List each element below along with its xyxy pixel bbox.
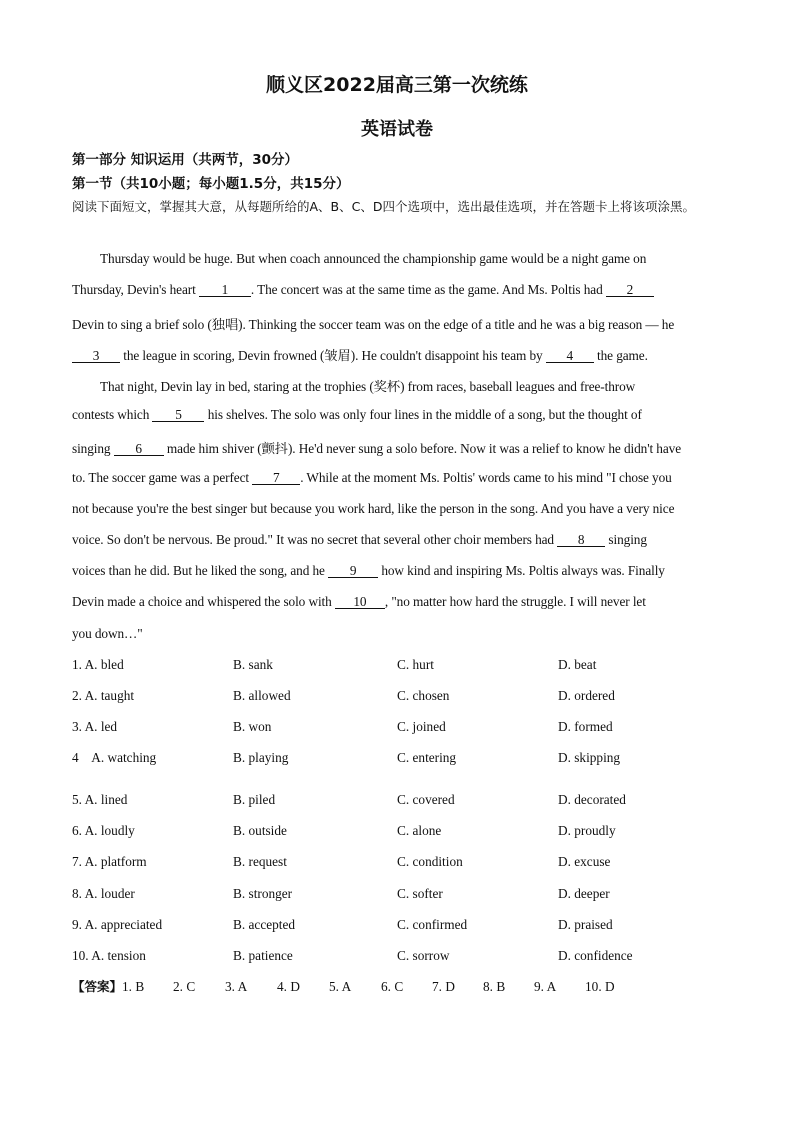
passage-line: to. The soccer game was a perfect 7 . While at the moment Ms. Poltis' words came to his mind "I chose you — [72, 470, 672, 485]
passage-line: contests which 5 his shelves. The solo was only four lines in the middle of a song, but the thought of — [72, 407, 642, 422]
option-c: C. covered — [397, 792, 455, 807]
option-a: 2. A. taught — [72, 688, 135, 703]
passage-line: you down…" — [72, 626, 143, 641]
option-b: B. accepted — [233, 917, 296, 932]
option-d: D. praised — [558, 917, 613, 932]
option-a: 6. A. loudly — [72, 823, 135, 838]
passage-line: Thursday, Devin's heart 1 . The concert was at the same time as the game. And Ms. Poltis had 2 — [72, 282, 722, 298]
option-c: C. entering — [397, 750, 457, 765]
passage-line: 3 the league in scoring, Devin frowned (皱眉). He couldn't disappoint his team by 4 the game. — [72, 345, 722, 364]
answer-item: 3. A — [225, 979, 248, 994]
passage-line: Devin to sing a brief solo (独唱). Thinking the soccer team was on the edge of a title and he was a big reason — he — [72, 317, 675, 332]
option-c: C. condition — [397, 854, 463, 869]
passage-line: voices than he did. But he liked the song, and he 9 how kind and inspiring Ms. Poltis always was. Finally — [72, 563, 665, 578]
option-b: B. allowed — [233, 688, 291, 703]
option-d: D. skipping — [558, 750, 621, 765]
exam-subtitle: 英语试卷 — [361, 119, 433, 140]
option-c: C. softer — [397, 886, 443, 901]
blank-10: 10 — [335, 595, 385, 609]
passage-line: voice. So don't be nervous. Be proud." It was no secret that several other choir members had 8 singing — [72, 532, 647, 547]
answer-item: 8. B — [483, 979, 506, 994]
option-a: 4 A. watching — [72, 750, 157, 765]
passage-line: singing 6 made him shiver (颤抖). He'd never sung a solo before. Now it was a relief to know he didn't have — [72, 441, 682, 456]
option-a: 7. A. platform — [72, 854, 147, 869]
option-d: D. decorated — [558, 792, 626, 807]
option-a: 10. A. tension — [72, 948, 146, 963]
part-heading: 第一部分 知识运用（共两节，30分） — [72, 152, 298, 168]
blank-5: 5 — [152, 408, 204, 422]
blank-6: 6 — [114, 442, 164, 456]
passage-line: Devin made a choice and whispered the solo with 10 , "no matter how hard the struggle. I will never let — [72, 594, 646, 609]
option-a: 3. A. led — [72, 719, 118, 734]
option-c: C. chosen — [397, 688, 450, 703]
option-a: 8. A. louder — [72, 886, 135, 901]
option-b: B. playing — [233, 750, 289, 765]
option-b: B. piled — [233, 792, 276, 807]
blank-8: 8 — [557, 533, 605, 547]
passage-line: That night, Devin lay in bed, staring at the trophies (奖杯) from races, baseball leagues and free-throw — [100, 379, 636, 394]
option-c: C. confirmed — [397, 917, 468, 932]
blank-7: 7 — [252, 471, 300, 485]
option-c: C. sorrow — [397, 948, 450, 963]
option-b: B. stronger — [233, 886, 293, 901]
option-a: 5. A. lined — [72, 792, 128, 807]
option-b: B. patience — [233, 948, 293, 963]
option-a: 9. A. appreciated — [72, 917, 163, 932]
option-b: B. sank — [233, 657, 273, 672]
answer-key — [72, 977, 625, 995]
section-heading: 第一节（共10小题；每小题1.5分，共15分） — [72, 176, 350, 192]
blank-1: 1 — [199, 283, 251, 297]
option-c: C. alone — [397, 823, 442, 838]
passage-line: Thursday would be huge. But when coach announced the championship game would be a night game on — [100, 251, 647, 266]
option-d: D. deeper — [558, 886, 610, 901]
option-b: B. outside — [233, 823, 287, 838]
answer-item: 9. A — [534, 979, 557, 994]
option-d: D. formed — [558, 719, 613, 734]
option-d: D. excuse — [558, 854, 611, 869]
answer-label: 【答案】 — [72, 979, 123, 994]
exam-title: 顺义区2022届高三第一次统练 — [266, 74, 528, 96]
option-c: C. hurt — [397, 657, 434, 672]
option-d: D. beat — [558, 657, 597, 672]
blank-3: 3 — [72, 349, 120, 363]
option-d: D. proudly — [558, 823, 616, 838]
answer-item: 2. C — [173, 979, 196, 994]
option-b: B. won — [233, 719, 272, 734]
option-a: 1. A. bled — [72, 657, 124, 672]
blank-4: 4 — [546, 349, 594, 363]
instructions: 阅读下面短文，掌握其大意，从每题所给的A、B、C、D四个选项中，选出最佳选项，并在答题卡上将该项涂黑。 — [72, 199, 695, 214]
option-c: C. joined — [397, 719, 446, 734]
blank-9: 9 — [328, 564, 378, 578]
answer-item: 1. B — [122, 979, 145, 994]
option-b: B. request — [233, 854, 287, 869]
answer-item: 6. C — [381, 979, 404, 994]
option-d: D. ordered — [558, 688, 615, 703]
option-d: D. confidence — [558, 948, 633, 963]
answer-item: 7. D — [432, 979, 455, 994]
answer-item: 5. A — [329, 979, 352, 994]
blank-2: 2 — [606, 283, 654, 297]
passage-line: not because you're the best singer but because you work hard, like the person in the song. And you have a very nice — [72, 501, 675, 516]
answer-item: 4. D — [277, 979, 300, 994]
answer-item: 10. D — [585, 979, 615, 994]
